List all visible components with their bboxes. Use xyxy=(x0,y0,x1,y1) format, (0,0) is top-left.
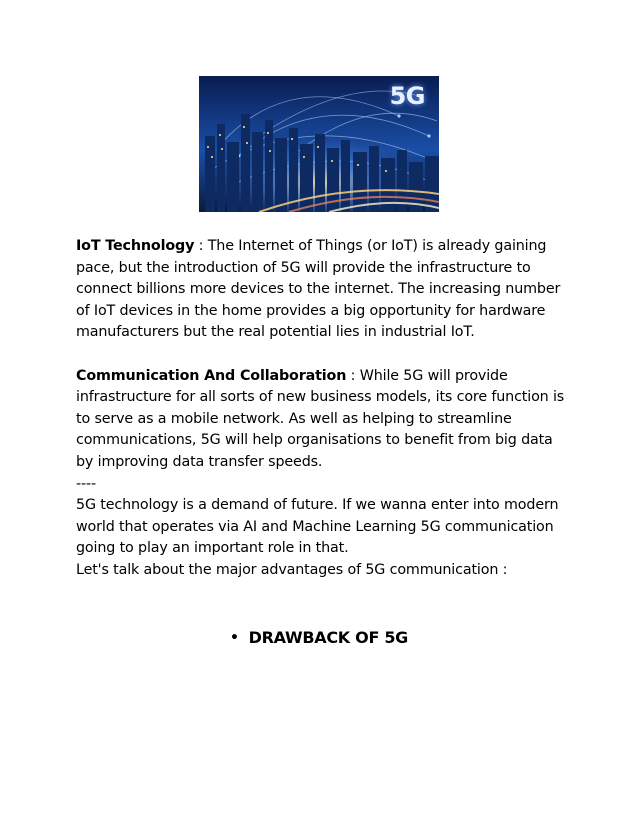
5g-city-image xyxy=(199,76,439,212)
drawback-heading xyxy=(0,626,638,650)
communication-term: Communication And Collaboration xyxy=(76,367,347,384)
iot-technology-text: : The Internet of Things (or IoT) is already gaining pace, but the introduction of 5G will provide the infrastructure to connect billions more devices to the internet. The increasing number of IoT devices in the home provides a big opportunity for hardware manufacturers but the real potential lies in industrial IoT. xyxy=(76,238,561,341)
drawback-heading-text: DRAWBACK OF 5G xyxy=(248,628,409,647)
communication-paragraph xyxy=(76,366,566,474)
paragraph-spacer xyxy=(76,344,566,366)
iot-technology-term: IoT Technology xyxy=(76,238,195,254)
communication-text: : While 5G will provide infrastructure for all sorts of new business models, its core function is to serve as a mobile network. As well as helping to streamline communications, 5G will help organisations to benefit from big data by improving data transfer speeds. xyxy=(76,367,565,470)
advantages-intro: Let's talk about the major advantages of 5G communication : xyxy=(76,561,508,578)
separator-line: ---- xyxy=(76,475,97,492)
iot-technology-paragraph xyxy=(76,236,566,344)
5g-logo-text: 5G xyxy=(389,82,425,110)
bullet-icon: • xyxy=(229,630,239,646)
document-body xyxy=(76,236,566,582)
future-paragraph: 5G technology is a demand of future. If we wanna enter into modern world that operates via AI and Machine Learning 5G communication going to play an important role in that. xyxy=(76,497,559,557)
